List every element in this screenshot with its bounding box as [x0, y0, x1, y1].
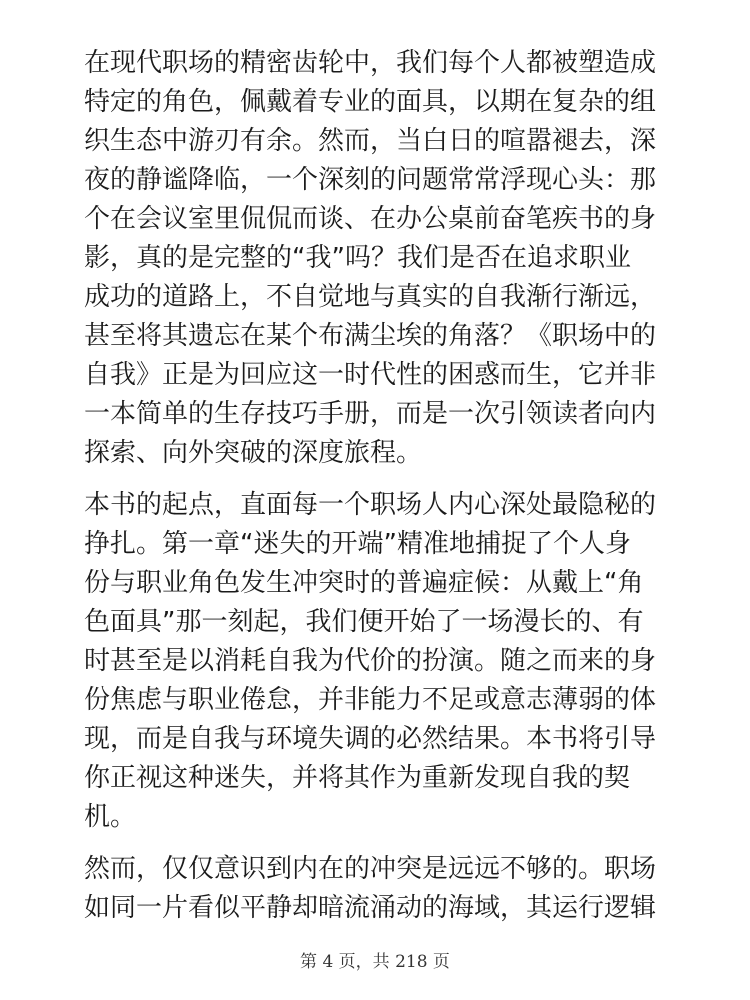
text-line: 如同一片看似平静却暗流涌动的海域，其运行逻辑 [84, 893, 657, 923]
text-line: 时甚至是以消耗自我为代价的扮演。随之而来的身 [84, 646, 657, 676]
text-line: 个在会议室里侃侃而谈、在办公桌前奋笔疾书的身 [84, 204, 657, 234]
paragraph-1 [84, 44, 674, 473]
text-line: 织生态中游刃有余。然而，当白日的喧嚣褪去，深 [84, 126, 657, 156]
text-line: 自我》正是为回应这一时代性的困惑而生，它并非 [84, 360, 657, 390]
text-line: 机。 [84, 802, 137, 832]
text-line: 色面具”那一刻起，我们便开始了一场漫长的、有 [84, 607, 644, 637]
text-line: 份与职业角色发生冲突时的普遍症候：从戴上“角 [84, 568, 644, 598]
text-line: 份焦虑与职业倦怠，并非能力不足或意志薄弱的体 [84, 685, 657, 715]
text-line: 夜的静谧降临，一个深刻的问题常常浮现心头：那 [84, 165, 657, 195]
text-line: 一本简单的生存技巧手册，而是一次引领读者向内 [84, 399, 657, 429]
text-line: 成功的道路上，不自觉地与真实的自我渐行渐远， [84, 282, 657, 312]
paragraph-3 [84, 850, 674, 928]
paragraph-2 [84, 486, 674, 837]
text-line: 探索、向外突破的深度旅程。 [84, 438, 423, 468]
text-line: 本书的起点，直面每一个职场人内心深处最隐秘的 [84, 490, 657, 520]
text-line: 现，而是自我与环境失调的必然结果。本书将引导 [84, 724, 657, 754]
text-line: 甚至将其遗忘在某个布满尘埃的角落？《职场中的 [84, 321, 657, 351]
text-line: 特定的角色，佩戴着专业的面具，以期在复杂的组 [84, 87, 657, 117]
text-line: 然而，仅仅意识到内在的冲突是远远不够的。职场 [84, 854, 657, 884]
body-text [84, 44, 674, 941]
page-number-footer: 第 4 页，共 218 页 [300, 952, 450, 972]
text-line: 你正视这种迷失，并将其作为重新发现自我的契 [84, 763, 631, 793]
text-line: 挣扎。第一章“迷失的开端”精准地捕捉了个人身 [84, 529, 631, 559]
text-line: 在现代职场的精密齿轮中，我们每个人都被塑造成 [84, 48, 657, 78]
text-line: 影，真的是完整的“我”吗？我们是否在追求职业 [84, 243, 631, 273]
